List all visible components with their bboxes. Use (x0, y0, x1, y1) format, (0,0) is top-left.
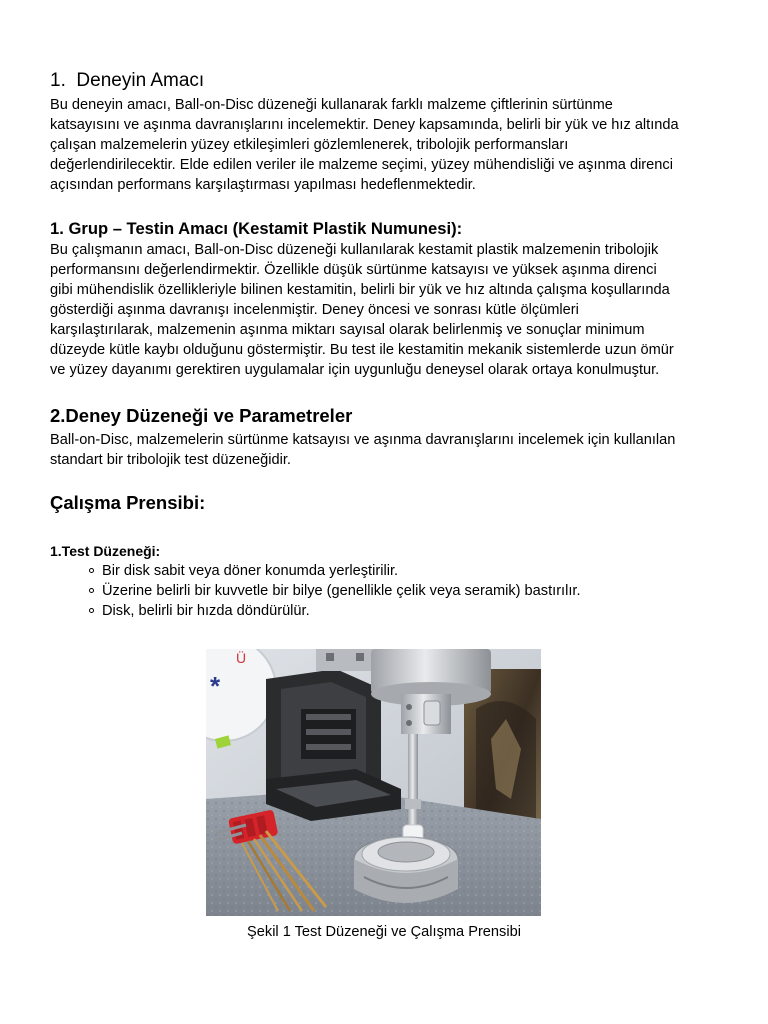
section-1-title: Deneyin Amacı (76, 70, 205, 91)
group-1-paragraph (50, 240, 730, 380)
paragraph-line: düzeyde kütle kaybı olduğunu göstermiştir. Bu test ile kestamitin mekanik sistemlerde uzun ömür (50, 342, 674, 358)
ball-on-disc-photo (206, 649, 541, 916)
list-item-text: Disk, belirli bir hızda döndürülür. (102, 603, 310, 619)
section-2-paragraph (50, 430, 730, 470)
svg-text:Ü: Ü (236, 650, 247, 666)
group-1-heading: 1. Grup – Testin Amacı (Kestamit Plastik Numunesi): (50, 219, 463, 238)
test-setup-heading: 1.Test Düzeneği: (50, 543, 161, 559)
section-2-heading: 2.Deney Düzeneği ve Parametreler (50, 405, 353, 426)
paragraph-line: katsayısını ve aşınma davranışlarını incelemektir. Deney kapsamında, belirli bir yük ve hız altında (50, 117, 679, 133)
list-item-text: Üzerine belirli bir kuvvetle bir bilye (genellikle çelik veya seramik) bastırılır. (102, 583, 581, 599)
test-setup-list (50, 561, 581, 621)
list-item (50, 561, 581, 581)
paragraph-line: Bu çalışmanın amacı, Ball-on-Disc düzeneği kullanılarak kestamit plastik malzemenin tribolojik (50, 242, 659, 258)
bullet-circle-icon (89, 588, 94, 593)
principle-heading: Çalışma Prensibi: (50, 492, 206, 513)
bullet-circle-icon (89, 568, 94, 573)
paragraph-line: standart bir tribolojik test düzeneğidir. (50, 452, 291, 468)
paragraph-line: çalışan malzemelerin yüzey etkileşimleri gözlemlenerek, tribolojik performansları (50, 137, 569, 153)
list-item-text: Bir disk sabit veya döner konumda yerleştirilir. (102, 563, 399, 579)
paragraph-line: Ball-on-Disc, malzemelerin sürtünme katsayısı ve aşınma davranışlarını incelemek için kullanılan (50, 432, 676, 448)
paragraph-line: gibi mühendislik özellikleriyle bilinen kestamitin, belirli bir yük ve hız altında çalışma koşullarında (50, 282, 670, 298)
figure-caption: Şekil 1 Test Düzeneği ve Çalışma Prensibi (247, 924, 521, 940)
paragraph-line: Bu deneyin amacı, Ball-on-Disc düzeneği kullanarak farklı malzeme çiftlerinin sürtünme (50, 97, 613, 113)
bullet-circle-icon (89, 608, 94, 613)
svg-text:*: * (210, 671, 221, 701)
paragraph-line: karşılaştırılarak, malzemenin aşınma miktarı sayısal olarak belirlenmiş ve sonuçlar minimum (50, 322, 645, 338)
section-1-number: 1. (50, 70, 66, 91)
paragraph-line: performansını değerlendirmektir. Özellikle düşük sürtünme katsayısı ve yüksek aşınma direnci (50, 262, 657, 278)
list-item (50, 581, 581, 601)
paragraph-line: gösterdiği aşınma davranışı incelenmiştir. Deney öncesi ve sonrası kütle ölçümleri (50, 302, 579, 318)
paragraph-line: açısından performans karşılaştırması yapılması hedeflenmektedir. (50, 177, 476, 193)
paragraph-line: değerlendirilecektir. Elde edilen veriler ile malzeme seçimi, yüzey mühendisliği ve aşınma direnci (50, 157, 673, 173)
section-1-heading (50, 70, 204, 92)
list-item (50, 601, 581, 621)
section-1-paragraph (50, 95, 730, 195)
paragraph-line: ve yüzey dayanımı gerektiren uygulamalar için uygunluğu deneysel olarak ortaya konulmuştur. (50, 362, 660, 378)
ball-on-disc-illustration (206, 649, 541, 916)
